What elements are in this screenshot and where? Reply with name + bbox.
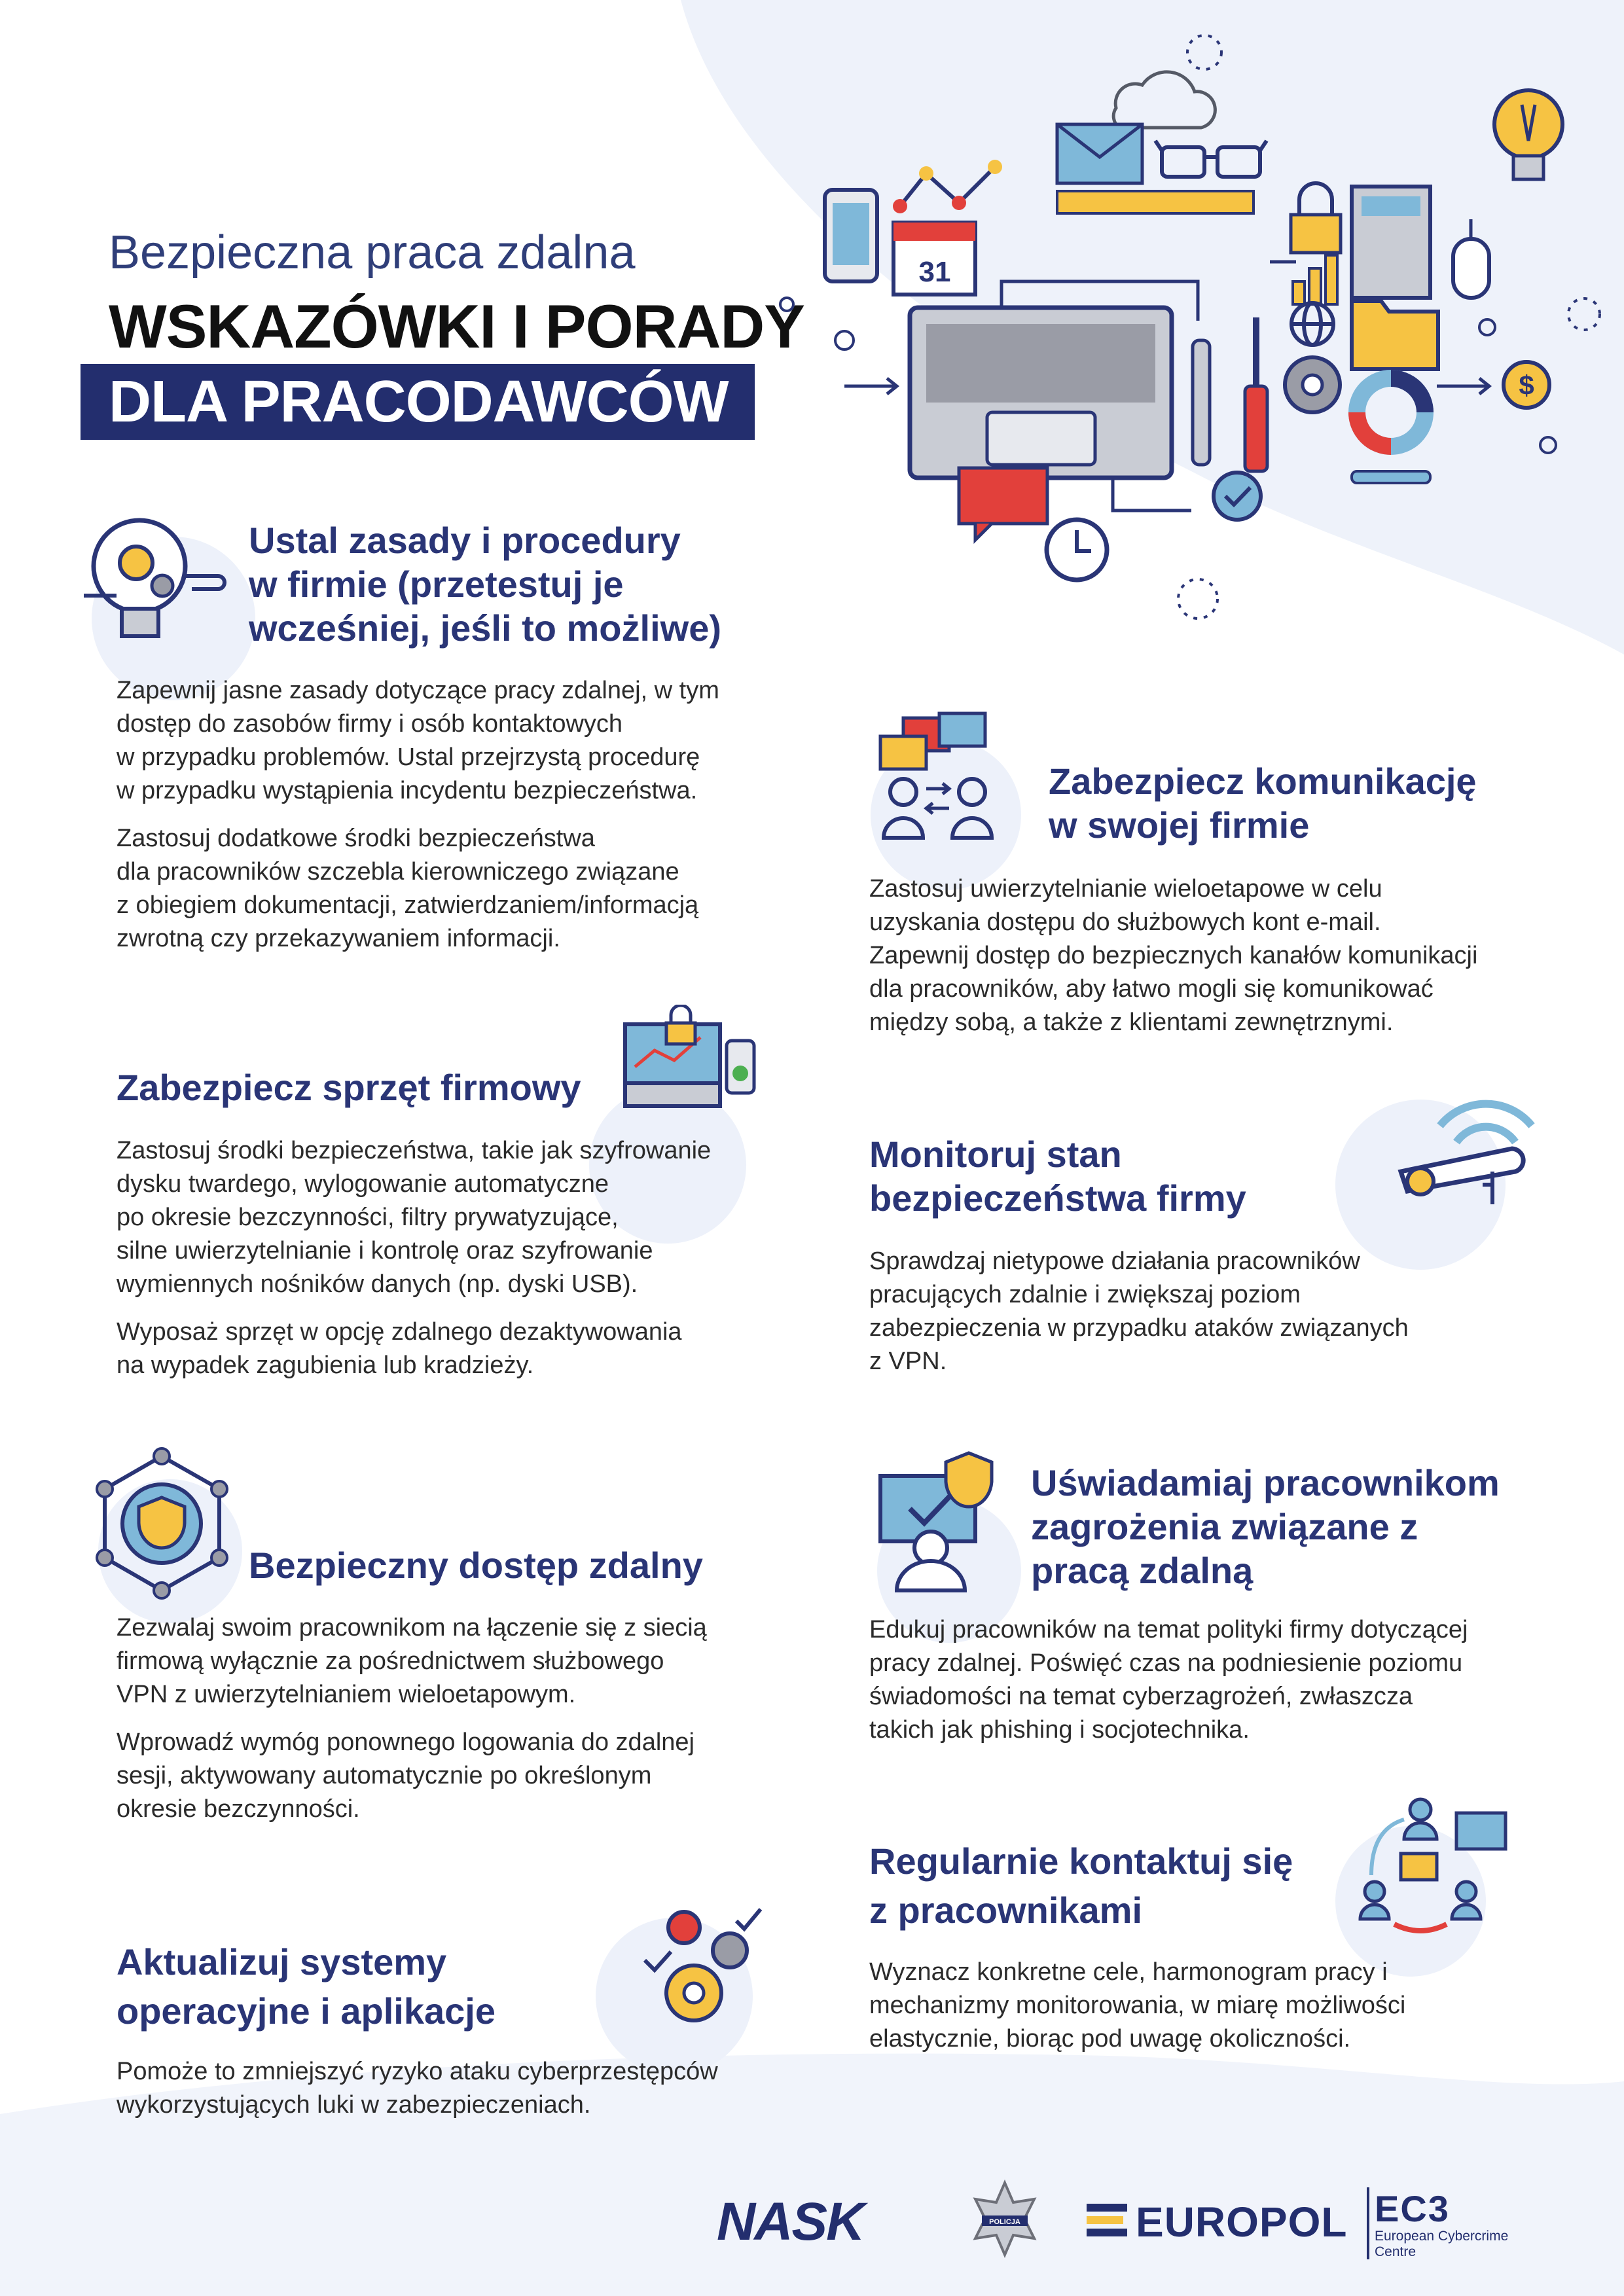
section-6-heading: Uświadamiaj pracownikom zagrożenia związane z pracą zdalną (1031, 1462, 1500, 1591)
paragraph: Zastosuj dodatkowe środki bezpieczeństwa dla pracowników szczebla kierowniczego związane z obiegiem dokumentacji, zatwierdzaniem/informacją zwrotną czy przekazywaniem informacji. (117, 825, 699, 952)
glasses-icon (1155, 141, 1267, 177)
update-gears-icon (638, 1898, 769, 2029)
page-title: WSKAZÓWKI I PORADY (109, 292, 804, 361)
svg-text:$: $ (1519, 370, 1534, 401)
laptop-icon (910, 308, 1172, 478)
cloud-icon (1113, 72, 1215, 128)
security-camera-icon (1388, 1086, 1538, 1237)
section-4-heading: Monitoruj stan bezpieczeństwa firmy (869, 1134, 1246, 1219)
secure-computer-icon (622, 1005, 759, 1109)
europol-logo: EUROPOL (1136, 2198, 1348, 2246)
ruler-icon (1057, 191, 1254, 213)
section-3-heading: Zabezpiecz sprzęt firmowy (117, 1067, 581, 1108)
bar-chart-icon (1293, 255, 1337, 304)
paragraph: Zapewnij jasne zasady dotyczące pracy zdalnej, w tym dostęp do zasobów firmy i osób kontaktowych w przypadku problemów. Ustal przejrzystą procedurę w przypadku wystąpienia incydentu bezpieczeństwa. (117, 677, 719, 804)
globe-icon (1291, 303, 1333, 345)
screwdriver-icon (1245, 317, 1267, 471)
section-1-body (117, 674, 719, 970)
network-shield-icon (92, 1446, 232, 1600)
paragraph: Zastosuj uwierzytelnianie wieloetapowe w celu uzyskania dostępu do służbowych kont e-mail. Zapewnij dostęp do bezpiecznych kanałów komunikacji dla pracowników, aby łatwo mogli się komunikować między sobą, a także z klientami zewnętrznymi. (869, 875, 1478, 1036)
section-8-body (117, 2055, 718, 2136)
clock-icon (1047, 520, 1107, 580)
section-1-heading: Ustal zasady i procedury w firmie (przetestuj je wcześniej, jeśli to możliwe) (249, 520, 721, 649)
user-training-icon (877, 1446, 1008, 1594)
secure-communication-icon (877, 710, 998, 848)
dollar-coin-icon (1504, 362, 1549, 408)
paragraph: Wyznacz konkretne cele, harmonogram pracy i mechanizmy monitorowania, w miarę możliwości elastycznie, biorąc pod uwagę okoliczności. (869, 1958, 1406, 2053)
paragraph: Edukuj pracowników na temat polityki firmy dotyczącej pracy zdalnej. Poświęć czas na podniesienie poziomu świadomości na temat cyberzagrożeń, zwłaszcza takich jak phishing i socjotechnika. (869, 1616, 1468, 1744)
smartphone-icon (825, 190, 877, 281)
ec3-subtitle: European Cybercrime Centre (1375, 2229, 1509, 2259)
wrench-icon (1193, 340, 1210, 465)
paragraph: Zastosuj środki bezpieczeństwa, takie jak szyfrowanie dysku twardego, wylogowanie automatyczne po okresie bezczynności, filtry prywatyzujące, silne uwierzytelnianie i kontrolę oraz szyfrowanie wymiennych nośników danych (np. dyski USB). (117, 1137, 712, 1298)
pen-icon (1352, 471, 1430, 483)
section-5-body (117, 1611, 707, 1840)
section-6-body (869, 1613, 1468, 1761)
europol-stripes (1087, 2204, 1132, 2236)
folder-icon (1352, 301, 1438, 369)
paragraph: Sprawdzaj nietypowe działania pracowników pracujących zdalnie i zwiększaj poziom zabezpieczenia w przypadku ataków związanych z VPN. (869, 1247, 1409, 1375)
section-8-heading: Aktualizuj systemy operacyjne i aplikacje (117, 1941, 496, 2032)
donut-chart-icon (1357, 378, 1425, 446)
paragraph: Pomoże to zmniejszyć ryzyko ataku cyberprzestępców wykorzystujących luki w zabezpieczeniach. (117, 2058, 718, 2119)
padlock-icon (1291, 183, 1341, 253)
chat-icon (959, 468, 1047, 540)
section-4-body (869, 1245, 1409, 1393)
calendar-day: 31 (918, 256, 951, 288)
logo-divider (1367, 2187, 1369, 2259)
page-subtitle: Bezpieczna praca zdalna (109, 226, 636, 279)
nask-logo: NASK (717, 2192, 864, 2251)
paragraph: Zezwalaj swoim pracownikom na łączenie się z siecią firmową wyłącznie za pośrednictwem służbowego VPN z uwierzytelnianiem wieloetapowym. (117, 1614, 707, 1708)
paragraph: Wyposaż sprzęt w opcję zdalnego dezaktywowania na wypadek zagubienia lub kradzieży. (117, 1318, 682, 1379)
section-3-body (117, 1134, 711, 1397)
section-2-body (869, 872, 1477, 1054)
svg-text:POLICJA: POLICJA (989, 2218, 1020, 2226)
lightbulb-gears-icon (77, 511, 241, 651)
check-icon (1214, 473, 1261, 520)
line-graph-icon (893, 160, 1002, 213)
page-title-banner-text: DLA PRACODAWCÓW (109, 369, 729, 435)
section-7-body (869, 1956, 1405, 2070)
calculator-icon (1352, 187, 1430, 298)
calendar-icon (893, 223, 975, 295)
section-5-heading: Bezpieczny dostęp zdalny (249, 1545, 703, 1586)
decorative-dots (780, 35, 1600, 619)
police-badge-logo (969, 2179, 1041, 2258)
hero-illustration (753, 26, 1624, 628)
lightbulb-icon (1494, 90, 1562, 179)
team-chat-icon (1355, 1793, 1512, 1934)
section-2-heading: Zabezpiecz komunikację w swojej firmie (1049, 761, 1477, 846)
mouse-icon (1453, 219, 1489, 298)
section-7-heading: Regularnie kontaktuj się z pracownikami (869, 1840, 1293, 1931)
paragraph: Wprowadź wymóg ponownego logowania do zdalnej sesji, aktywowany automatycznie po określonym okresie bezczynności. (117, 1729, 695, 1823)
ec3-logo: EC3 (1375, 2188, 1450, 2229)
gear-icon (1285, 357, 1340, 412)
envelope-icon (1057, 124, 1142, 183)
